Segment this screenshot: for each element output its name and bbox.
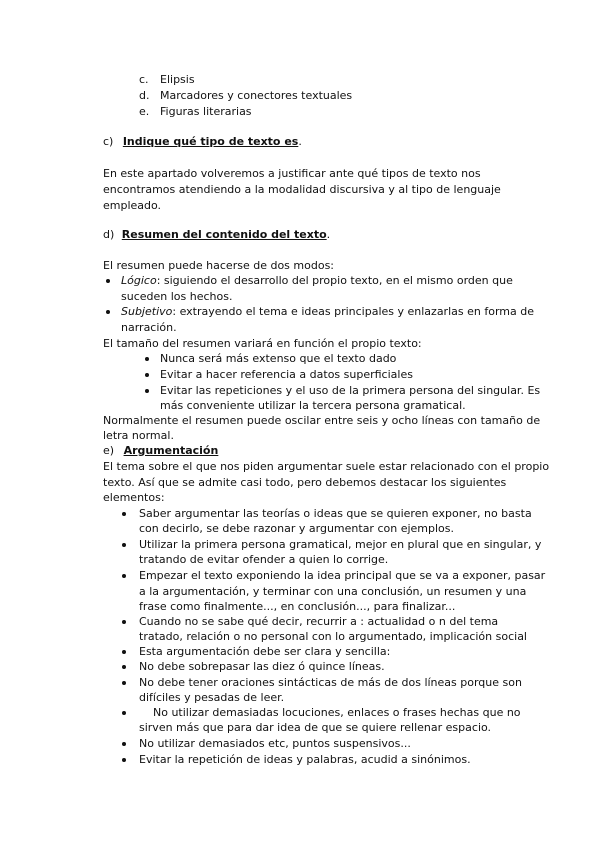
section-title: Indique qué tipo de texto es <box>122 135 299 148</box>
paragraph-line: El tamaño del resumen variará en función el propio texto: <box>103 337 422 350</box>
list-item: Empezar el texto exponiendo la idea principal que se va a exponer, pasar <box>139 569 546 582</box>
bullet-icon <box>122 758 126 762</box>
section-d-heading <box>103 227 330 242</box>
paragraph-line: elementos: <box>103 491 165 504</box>
list-item: Evitar la repetición de ideas y palabras, acudid a sinónimos. <box>139 753 471 766</box>
section-c-heading <box>103 134 302 149</box>
bullet-icon <box>122 574 126 578</box>
list-item: No debe sobrepasar las diez ó quince líneas. <box>139 660 385 673</box>
paragraph-line: En este apartado volveremos a justificar ante qué tipos de texto nos <box>103 167 481 180</box>
term: Lógico <box>121 274 157 287</box>
sublist-item: Elipsis <box>160 73 195 86</box>
paragraph-line: El tema sobre el que nos piden argumentar suele estar relacionado con el propio <box>103 460 550 473</box>
bullet-icon <box>122 681 126 685</box>
bullet-icon <box>106 279 110 283</box>
list-item <box>121 304 534 319</box>
bullet-icon <box>122 620 126 624</box>
list-item-cont: tratado, relación o no personal con lo argumentado, implicación social <box>139 630 527 643</box>
list-item: Evitar a hacer referencia a datos superficiales <box>160 368 413 381</box>
list-item-cont: a la argumentación, y terminar con una conclusión, un resumen y una <box>139 585 527 598</box>
bullet-icon <box>122 650 126 654</box>
section-title: Resumen del contenido del texto <box>121 228 327 241</box>
paragraph-line: letra normal. <box>103 429 174 442</box>
bullet-icon <box>122 742 126 746</box>
bullet-icon <box>122 512 126 516</box>
sublist-marker: d. <box>139 89 150 102</box>
list-item-cont: difíciles y pesadas de leer. <box>139 691 285 704</box>
list-item: Evitar las repeticiones y el uso de la primera persona del singular. Es <box>160 384 541 397</box>
bullet-icon <box>122 711 126 715</box>
bullet-icon <box>106 310 110 314</box>
list-item: Nunca será más extenso que el texto dado <box>160 352 397 365</box>
bullet-icon <box>145 373 149 377</box>
bullet-icon <box>145 357 149 361</box>
list-item: Utilizar la primera persona gramatical, mejor en plural que en singular, y <box>139 538 542 551</box>
section-marker: c) <box>103 135 114 148</box>
paragraph-line: encontramos atendiendo a la modalidad discursiva y al tipo de lenguaje <box>103 183 501 196</box>
list-item: Cuando no se sabe qué decir, recurrir a : actualidad o n del tema <box>139 615 499 628</box>
bullet-icon <box>122 543 126 547</box>
heading-punct: . <box>298 135 302 148</box>
list-item: Saber argumentar las teorías o ideas que se quieren exponer, no basta <box>139 507 532 520</box>
list-item: No debe tener oraciones sintácticas de más de dos líneas porque son <box>139 676 522 689</box>
bullet-icon <box>145 389 149 393</box>
sublist-item: Marcadores y conectores textuales <box>160 89 353 102</box>
bullet-icon <box>122 665 126 669</box>
sublist-marker: c. <box>139 73 149 86</box>
sublist-marker: e. <box>139 105 150 118</box>
list-text: : siguiendo el desarrollo del propio texto, en el mismo orden que <box>156 274 513 287</box>
list-item-cont: con decirlo, se debe razonar y argumentar con ejemplos. <box>139 522 454 535</box>
paragraph-line: Normalmente el resumen puede oscilar entre seis y ocho líneas con tamaño de <box>103 414 541 427</box>
list-item-cont: narración. <box>121 321 177 334</box>
list-item: Esta argumentación debe ser clara y sencilla: <box>139 645 391 658</box>
list-text: : extrayendo el tema e ideas principales y enlazarlas en forma de <box>172 305 534 318</box>
paragraph-line: empleado. <box>103 199 162 212</box>
list-item-cont: sirven más que para dar idea de que se quiere rellenar espacio. <box>139 721 492 734</box>
list-item-cont: frase como finalmente..., en conclusión..., para finalizar... <box>139 600 456 613</box>
heading-punct: . <box>326 228 331 241</box>
section-marker: d) <box>103 228 115 241</box>
list-item <box>121 273 513 288</box>
paragraph-line: El resumen puede hacerse de dos modos: <box>103 259 334 272</box>
section-marker: e) <box>103 444 115 457</box>
list-item: No utilizar demasiados etc, puntos suspensivos... <box>139 737 411 750</box>
term: Subjetivo <box>121 305 173 318</box>
paragraph-line: texto. Así que se admite casi todo, pero debemos destacar los siguientes <box>103 476 507 489</box>
list-item: No utilizar demasiadas locuciones, enlaces o frases hechas que no <box>139 706 521 719</box>
section-title: Argumentación <box>123 444 219 457</box>
section-e-heading <box>103 443 218 458</box>
list-item-cont: tratando de evitar ofender a quien lo corrige. <box>139 553 389 566</box>
sublist-item: Figuras literarias <box>160 105 252 118</box>
list-item-cont: suceden los hechos. <box>121 290 233 303</box>
list-item-cont: más conveniente utilizar la tercera persona gramatical. <box>160 399 466 412</box>
